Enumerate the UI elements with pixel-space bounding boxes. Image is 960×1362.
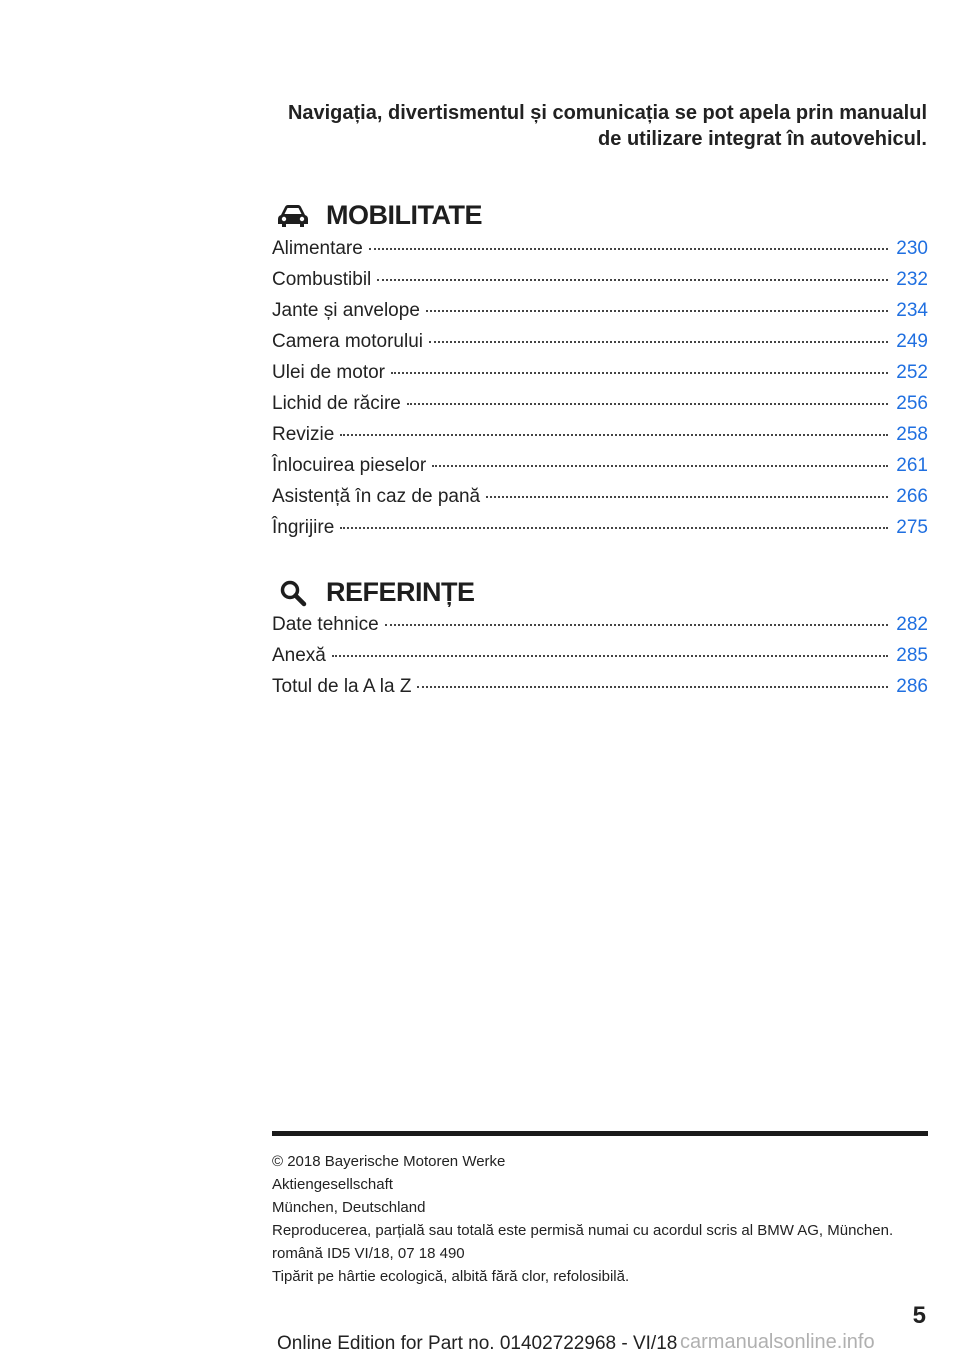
toc-page-link[interactable]: 285 (896, 645, 928, 666)
leader-dots (377, 279, 888, 281)
section-heading-referinte (276, 577, 475, 608)
section-heading-mobilitate (276, 200, 482, 231)
toc-entry[interactable] (272, 331, 928, 362)
toc-page-link[interactable]: 282 (896, 614, 928, 635)
imprint-line: München, Deutschland (272, 1199, 426, 1216)
toc-entry-label: Ulei de motor (272, 362, 385, 383)
toc-entry-label: Camera motorului (272, 331, 423, 352)
section-title: MOBILITATE (326, 200, 482, 230)
leader-dots (426, 310, 888, 312)
imprint-line: Reproducerea, parțială sau totală este permisă numai cu acordul scris al BMW AG, München. (272, 1222, 894, 1239)
toc-entry-label: Înlocuirea pieselor (272, 455, 427, 476)
leader-dots (432, 465, 888, 467)
leader-dots (429, 341, 888, 343)
toc-list-mobilitate (272, 238, 928, 548)
toc-page-link[interactable]: 258 (896, 424, 928, 445)
leader-dots (486, 496, 888, 498)
leader-dots (417, 686, 888, 688)
toc-entry-label: Revizie (272, 424, 335, 445)
car-icon (276, 201, 310, 231)
usage-notice-line-1: Navigația, divertismentul și comunicația se pot apela prin manualul (287, 102, 927, 124)
imprint-line: © 2018 Bayerische Motoren Werke (272, 1153, 506, 1170)
toc-entry-label: Date tehnice (272, 614, 379, 635)
page-number: 5 (912, 1302, 926, 1329)
toc-page-link[interactable]: 252 (896, 362, 928, 383)
toc-page-link[interactable]: 266 (896, 486, 928, 507)
toc-entry-label: Jante și anvelope (272, 300, 420, 321)
toc-page-link[interactable]: 275 (896, 517, 928, 538)
watermark-text: carmanualsonline.info (680, 1331, 875, 1353)
imprint-block (272, 1150, 928, 1288)
leader-dots (332, 655, 888, 657)
search-icon (276, 578, 310, 608)
imprint-divider (272, 1131, 928, 1136)
toc-entry[interactable] (272, 393, 928, 424)
toc-entry[interactable] (272, 362, 928, 393)
toc-entry[interactable] (272, 455, 928, 486)
toc-entry-label: Totul de la A la Z (272, 676, 412, 697)
toc-page-link[interactable]: 230 (896, 238, 928, 259)
leader-dots (407, 403, 888, 405)
usage-notice-line-2: de utilizare integrat în autovehicul. (598, 128, 927, 150)
imprint-line: Tipărit pe hârtie ecologică, albită fără clor, refolosibilă. (272, 1268, 630, 1285)
leader-dots (385, 624, 889, 626)
toc-entry[interactable] (272, 676, 928, 707)
toc-entry[interactable] (272, 486, 928, 517)
toc-entry-label: Alimentare (272, 238, 363, 259)
toc-entry-label: Îngrijire (272, 517, 335, 538)
leader-dots (369, 248, 888, 250)
toc-entry-label: Combustibil (272, 269, 372, 290)
imprint-line: română ID5 VI/18, 07 18 490 (272, 1245, 465, 1262)
leader-dots (391, 372, 888, 374)
toc-entry-label: Anexă (272, 645, 326, 666)
toc-page-link[interactable]: 232 (896, 269, 928, 290)
toc-page-link[interactable]: 261 (896, 455, 928, 476)
toc-entry[interactable] (272, 424, 928, 455)
section-title: REFERINȚE (326, 577, 475, 607)
leader-dots (340, 434, 888, 436)
imprint-line: Aktiengesellschaft (272, 1176, 393, 1193)
leader-dots (340, 527, 888, 529)
toc-entry[interactable] (272, 614, 928, 645)
toc-entry[interactable] (272, 645, 928, 676)
toc-entry[interactable] (272, 300, 928, 331)
toc-entry[interactable] (272, 269, 928, 300)
toc-page-link[interactable]: 256 (896, 393, 928, 414)
toc-entry-label: Lichid de răcire (272, 393, 401, 414)
edition-text: Online Edition for Part no. 01402722968 - VI/18 (277, 1333, 678, 1354)
toc-page-link[interactable]: 286 (896, 676, 928, 697)
toc-list-referinte (272, 614, 928, 707)
toc-entry[interactable] (272, 238, 928, 269)
toc-page-link[interactable]: 234 (896, 300, 928, 321)
toc-page-link[interactable]: 249 (896, 331, 928, 352)
toc-entry[interactable] (272, 517, 928, 548)
footer-bar (0, 1330, 960, 1362)
toc-entry-label: Asistență în caz de pană (272, 486, 481, 507)
usage-notice (227, 100, 927, 152)
